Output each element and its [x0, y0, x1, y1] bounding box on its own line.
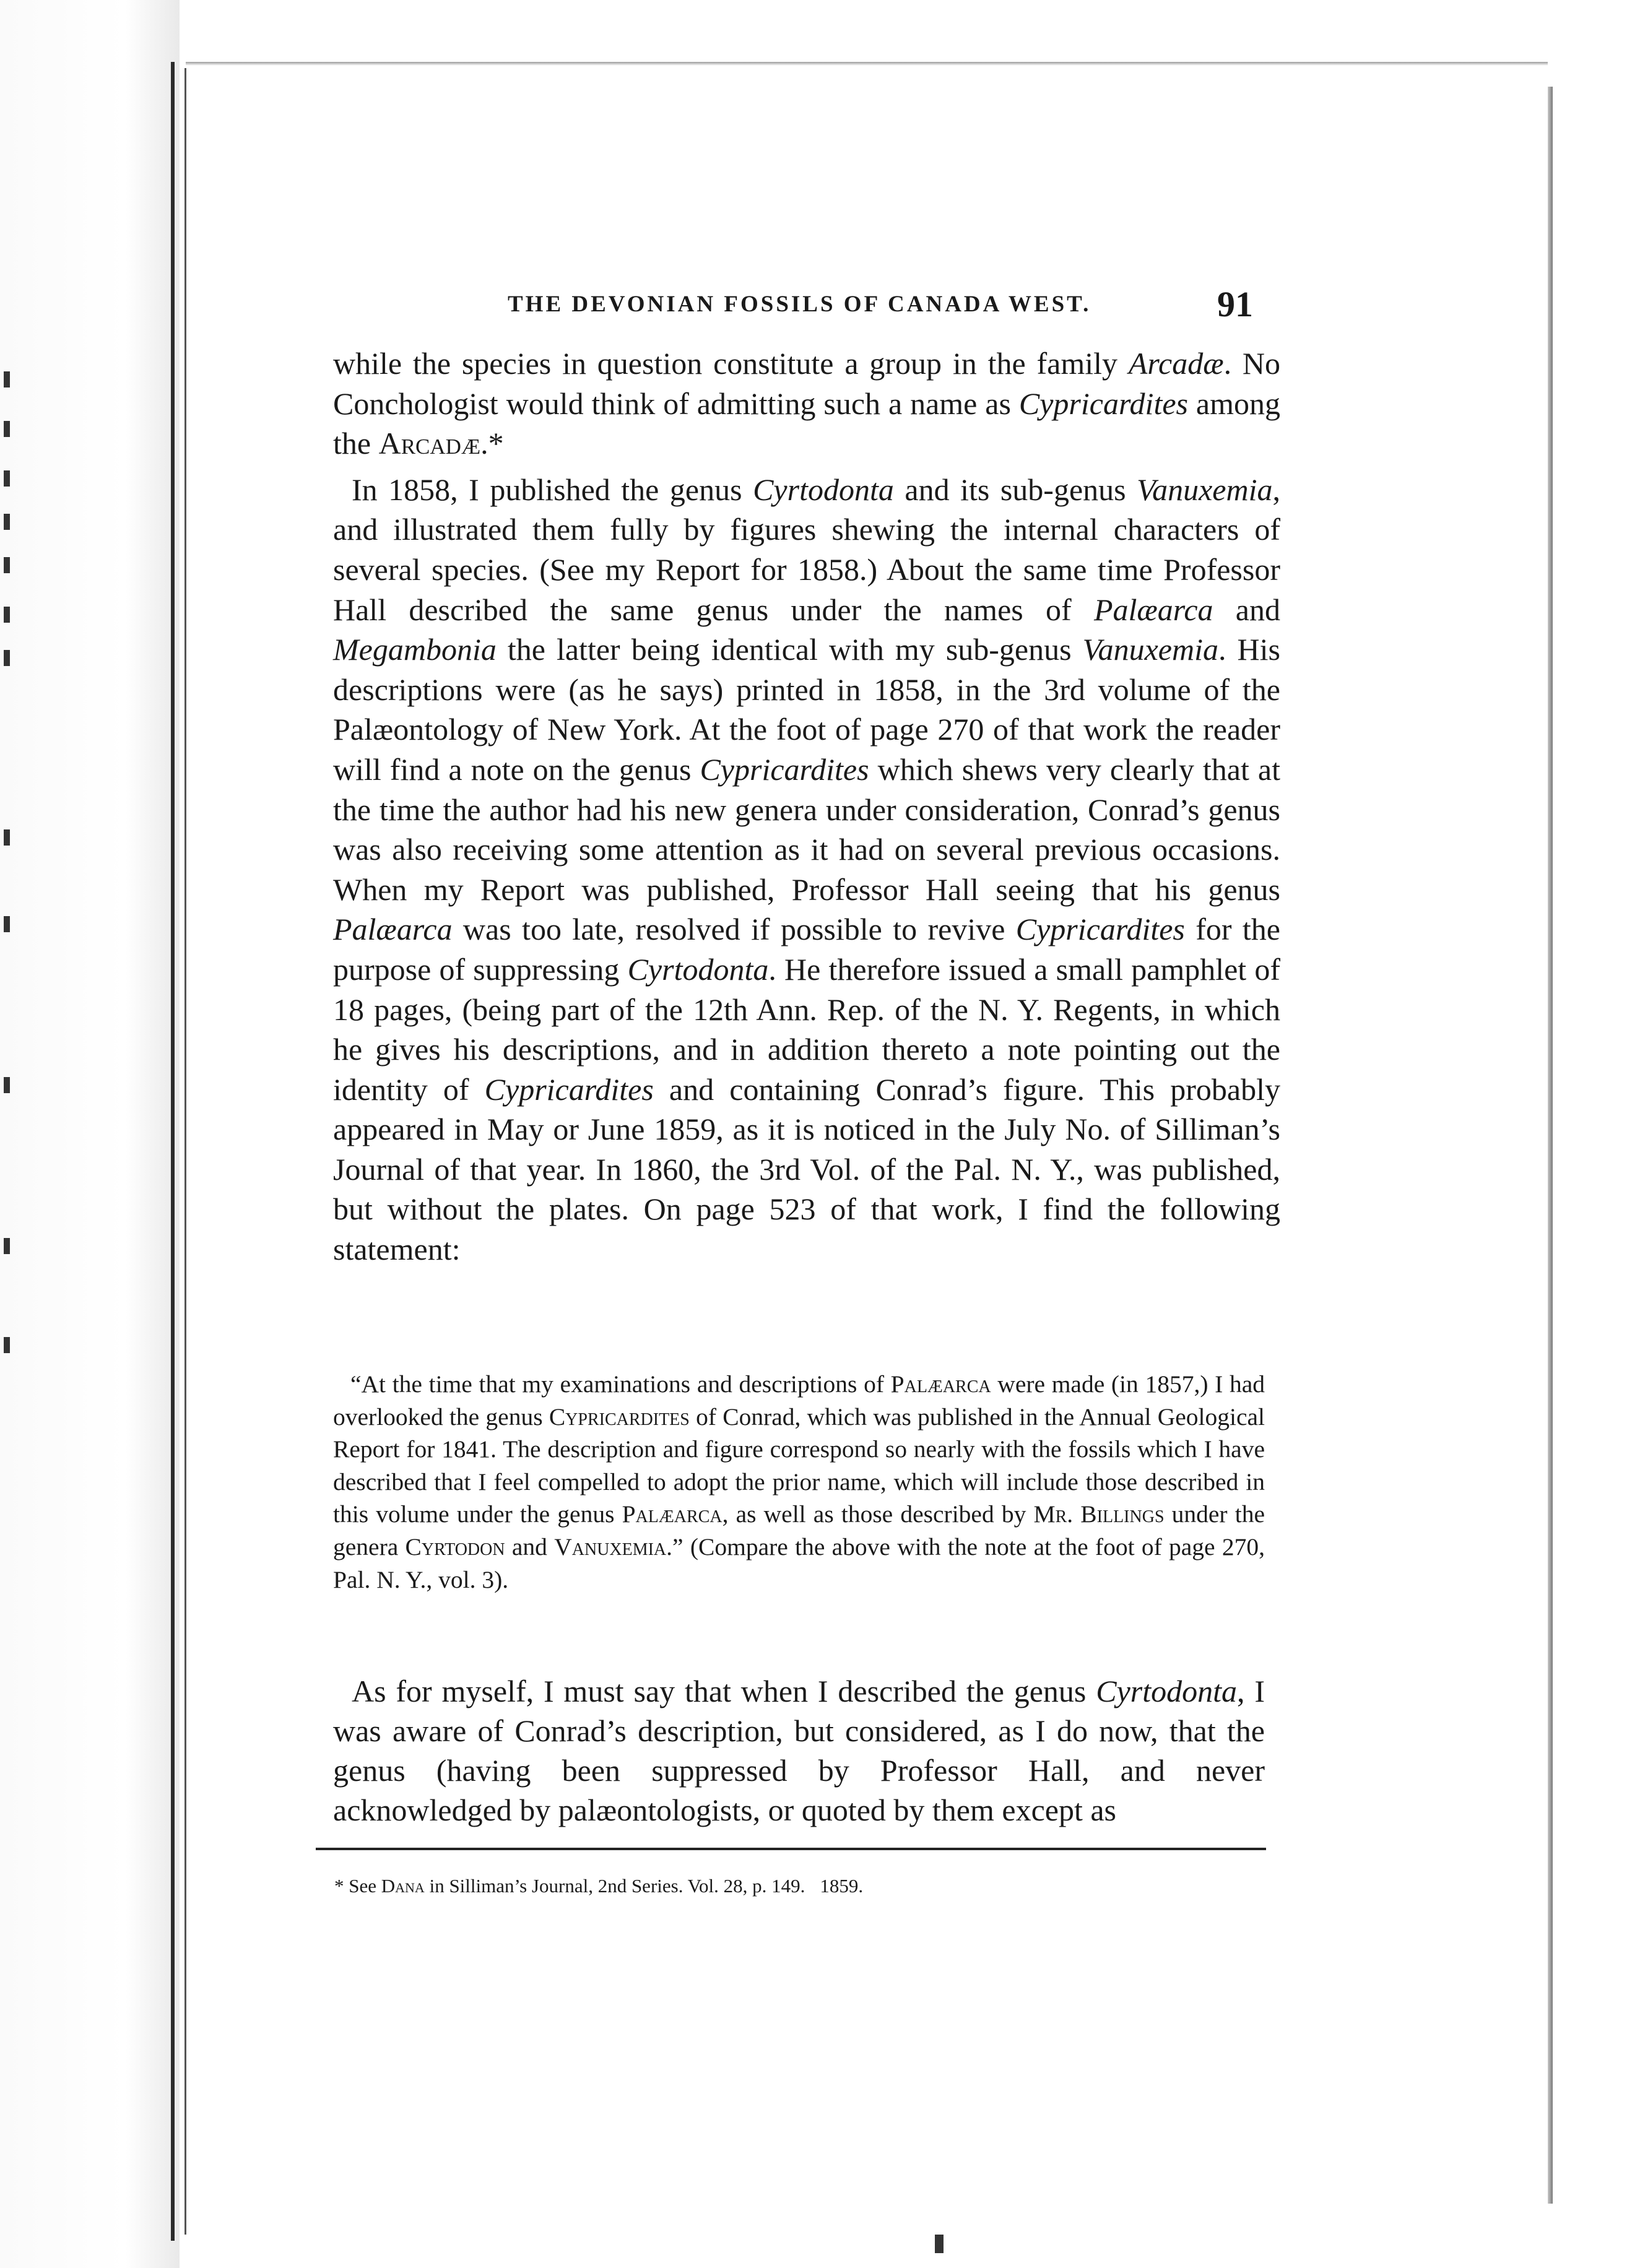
- text-run: “At the time that my examinations and descriptions of: [350, 1370, 891, 1398]
- text-run: , I was aware of Conrad’s description, but considered, as I do now, that the genus (having been suppressed by Professor Hall, and never acknowledged by palæontologists, or quoted by them except as: [333, 1674, 1265, 1827]
- footnote: [334, 1874, 1263, 1898]
- text-run: Arcadæ: [378, 426, 481, 461]
- paragraph-1: [333, 344, 1280, 464]
- footnote-text-a: See: [344, 1875, 381, 1897]
- text-run: Cyrtodonta: [627, 951, 769, 987]
- facing-page-fragments: [0, 371, 19, 1362]
- text-run: , as well as those described by: [722, 1500, 1034, 1528]
- scan-speck: [935, 2235, 944, 2253]
- text-run: and: [1213, 592, 1280, 627]
- text-run: Palæarca: [333, 912, 453, 947]
- block-quote: [333, 1368, 1265, 1596]
- footnote-year: 1859.: [820, 1875, 864, 1897]
- text-run: Cyrtodon: [405, 1533, 505, 1560]
- text-run: which shews very clearly that at the time the author had his new genera under consideration, Conrad’s genus was also receiving some attention as it had on several previous occasions. When my Report was published, Professor Hall seeing that his genus: [333, 751, 1280, 907]
- body-text: [333, 344, 1280, 1270]
- text-run: and: [505, 1533, 555, 1560]
- text-run: Mr. Billings: [1033, 1500, 1165, 1528]
- text-run: under the genera: [333, 1500, 1265, 1560]
- text-run: of Conrad, which was published in the Annual Geological Report for 1841. The description and figure correspond so nearly with the fossils which I have described that I feel compelled to adopt the prior name, which will include those described in this volume under the genus: [333, 1403, 1265, 1528]
- text-run: Cypricardites: [700, 751, 869, 787]
- text-run: was too late, resolved if possible to revive: [452, 912, 1016, 947]
- text-run: among the: [333, 386, 1280, 461]
- quote-text: [333, 1368, 1265, 1596]
- page-top-edge: [186, 62, 1548, 66]
- text-run: In 1858, I published the genus: [352, 472, 753, 507]
- text-run: Palæarca: [890, 1370, 991, 1398]
- footnote-rule: [316, 1848, 1266, 1850]
- text-run: Cyrtodonta: [753, 472, 894, 507]
- paragraph-2: [333, 470, 1280, 1270]
- text-run: while the species in question constitute a group in the family: [333, 346, 1129, 381]
- text-run: Cyrtodonta: [1096, 1674, 1238, 1708]
- text-run: the latter being identical with my sub-genus: [496, 632, 1083, 667]
- text-run: . No Conchologist would think of admitting such a name as: [333, 346, 1281, 421]
- page-number: 91: [1217, 284, 1253, 324]
- text-run: Palæarca: [1093, 592, 1213, 627]
- text-run: .” (Compare the above with the note at the foot of page 270, Pal. N. Y., vol. 3).: [333, 1533, 1265, 1593]
- running-head-title: THE DEVONIAN FOSSILS OF CANADA WEST.: [508, 292, 1091, 317]
- text-run: .*: [480, 426, 504, 461]
- text-run: Vanuxemia: [554, 1533, 667, 1560]
- text-run: . His descriptions were (as he says) printed in 1858, in the 3rd volume of the Palæontology of New York. At the foot of page 270 of that work the reader will find a note on the genus: [333, 632, 1280, 787]
- paragraph-3: [333, 1671, 1265, 1830]
- binding-gutter-line: [171, 62, 175, 2241]
- text-run: were made (in 1857,) I had overlooked the genus: [333, 1370, 1265, 1430]
- binding-shadow: [0, 0, 180, 2268]
- text-run: for the purpose of suppressing: [333, 912, 1280, 987]
- binding-gutter-line-inner: [184, 68, 186, 2235]
- footnote-marker: *: [334, 1875, 344, 1897]
- text-run: Vanuxemia: [1082, 632, 1218, 667]
- page-right-edge: [1548, 87, 1553, 2204]
- text-run: Arcadæ: [1128, 346, 1224, 381]
- text-run: and containing Conrad’s figure. This probably appeared in May or June 1859, as it is noticed in the July No. of Silliman’s Journal of that year. In 1860, the 3rd Vol. of the Pal. N. Y., was published, but without the plates. On page 523 of that work, I find the following statement:: [333, 1071, 1280, 1267]
- text-run: Cypricardites: [1015, 912, 1185, 947]
- text-run: Cypricardites: [549, 1403, 690, 1430]
- text-run: . He therefore issued a small pamphlet of 18 pages, (being part of the 12th Ann. Rep. of the N. Y. Regents, in which he gives his descriptions, and in addition thereto a note pointing out the identity of: [333, 951, 1281, 1107]
- text-run: Vanuxemia: [1137, 472, 1273, 507]
- text-run: Cypricardites: [1018, 386, 1188, 421]
- text-run: Palæarca: [622, 1500, 722, 1528]
- footnote-author: Dana: [381, 1875, 425, 1897]
- footnote-text-b: in Silliman’s Journal, 2nd Series. Vol. 28, p. 149.: [424, 1875, 805, 1897]
- text-run: As for myself, I must say that when I described the genus: [352, 1674, 1096, 1708]
- text-run: , and illustrated them fully by figures shewing the internal characters of several species. (See my Report for 1858.) About the same time Professor Hall described the same genus under the names of: [333, 472, 1280, 627]
- text-run: Megambonia: [333, 632, 497, 667]
- body-text-continued: [333, 1671, 1265, 1830]
- text-run: and its sub-genus: [893, 472, 1137, 507]
- text-run: Cypricardites: [484, 1071, 654, 1107]
